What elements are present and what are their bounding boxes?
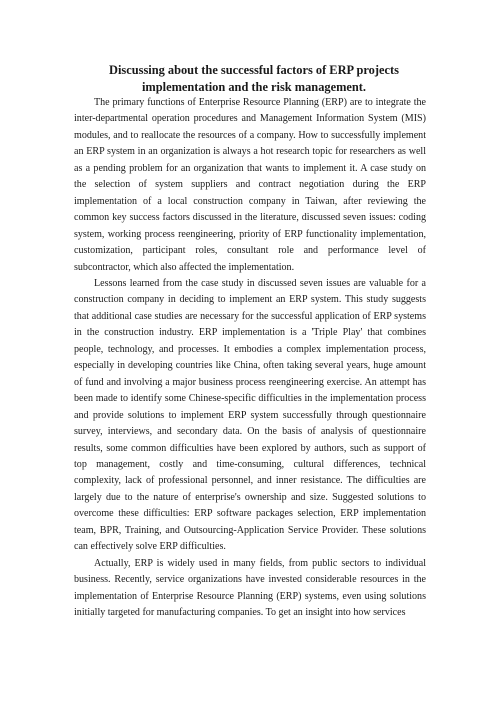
document-title (74, 62, 426, 95)
body-paragraph-1: The primary functions of Enterprise Resource Planning (ERP) are to integrate the inter-departmental operation procedures and Management Information System (MIS) modules, and to reallocate the resources of a company. How to successfully implement an ERP system in an organization is always a hot research topic for researchers as well as a pending problem for an organization that wants to implement it. A case study on the selection of system suppliers and contract negotiation during the ERP implementation of a local construction company in Taiwan, after reviewing the common key success factors discussed in the literature, discussed seven issues: coding system, working process reengineering, priority of ERP functionality implementation, customization, participant roles, consultant role and performance level of subcontractor, which also affected the implementation. (74, 97, 426, 273)
body-paragraph-3: Actually, ERP is widely used in many fields, from public sectors to individual business. Recently, service organizations have invested considerable resources in the implementation of Enterprise Resource Planning (ERP) systems, even using solutions initially targeted for manufacturing companies. To get an insight into how services (74, 557, 426, 619)
title-line-1: Discussing about the successful factors of ERP projects (109, 63, 399, 77)
title-line-2: implementation and the risk management. (141, 79, 367, 94)
body-paragraph-2: Lessons learned from the case study in discussed seven issues are valuable for a construction company in deciding to implement an ERP system. This study suggests that additional case studies are necessary for the successful application of ERP systems in the construction industry. ERP implementation is a 'Triple Play' that combines people, technology, and processes. It embodies a complex implementation process, especially in developing countries like China, often taking several years, huge amount of fund and involving a major business process reengineering exercise. An attempt has been made to identify some Chinese-specific difficulties in the implementation process and provide solutions to implement ERP system successfully through questionnaire survey, interviews, and secondary data. On the basis of analysis of questionnaire results, some common difficulties have been explored by authors, such as support of top management, costly and time-consuming, cultural differences, technical complexity, lack of professional personnel, and inner resistance. The difficulties are largely due to the nature of enterprise's ownership and size. Suggested solutions to overcome these difficulties: ERP software packages selection, ERP implementation team, BPR, Training, and Outsourcing-Application Service Provider. These solutions can effectively solve ERP difficulties. (74, 277, 426, 553)
